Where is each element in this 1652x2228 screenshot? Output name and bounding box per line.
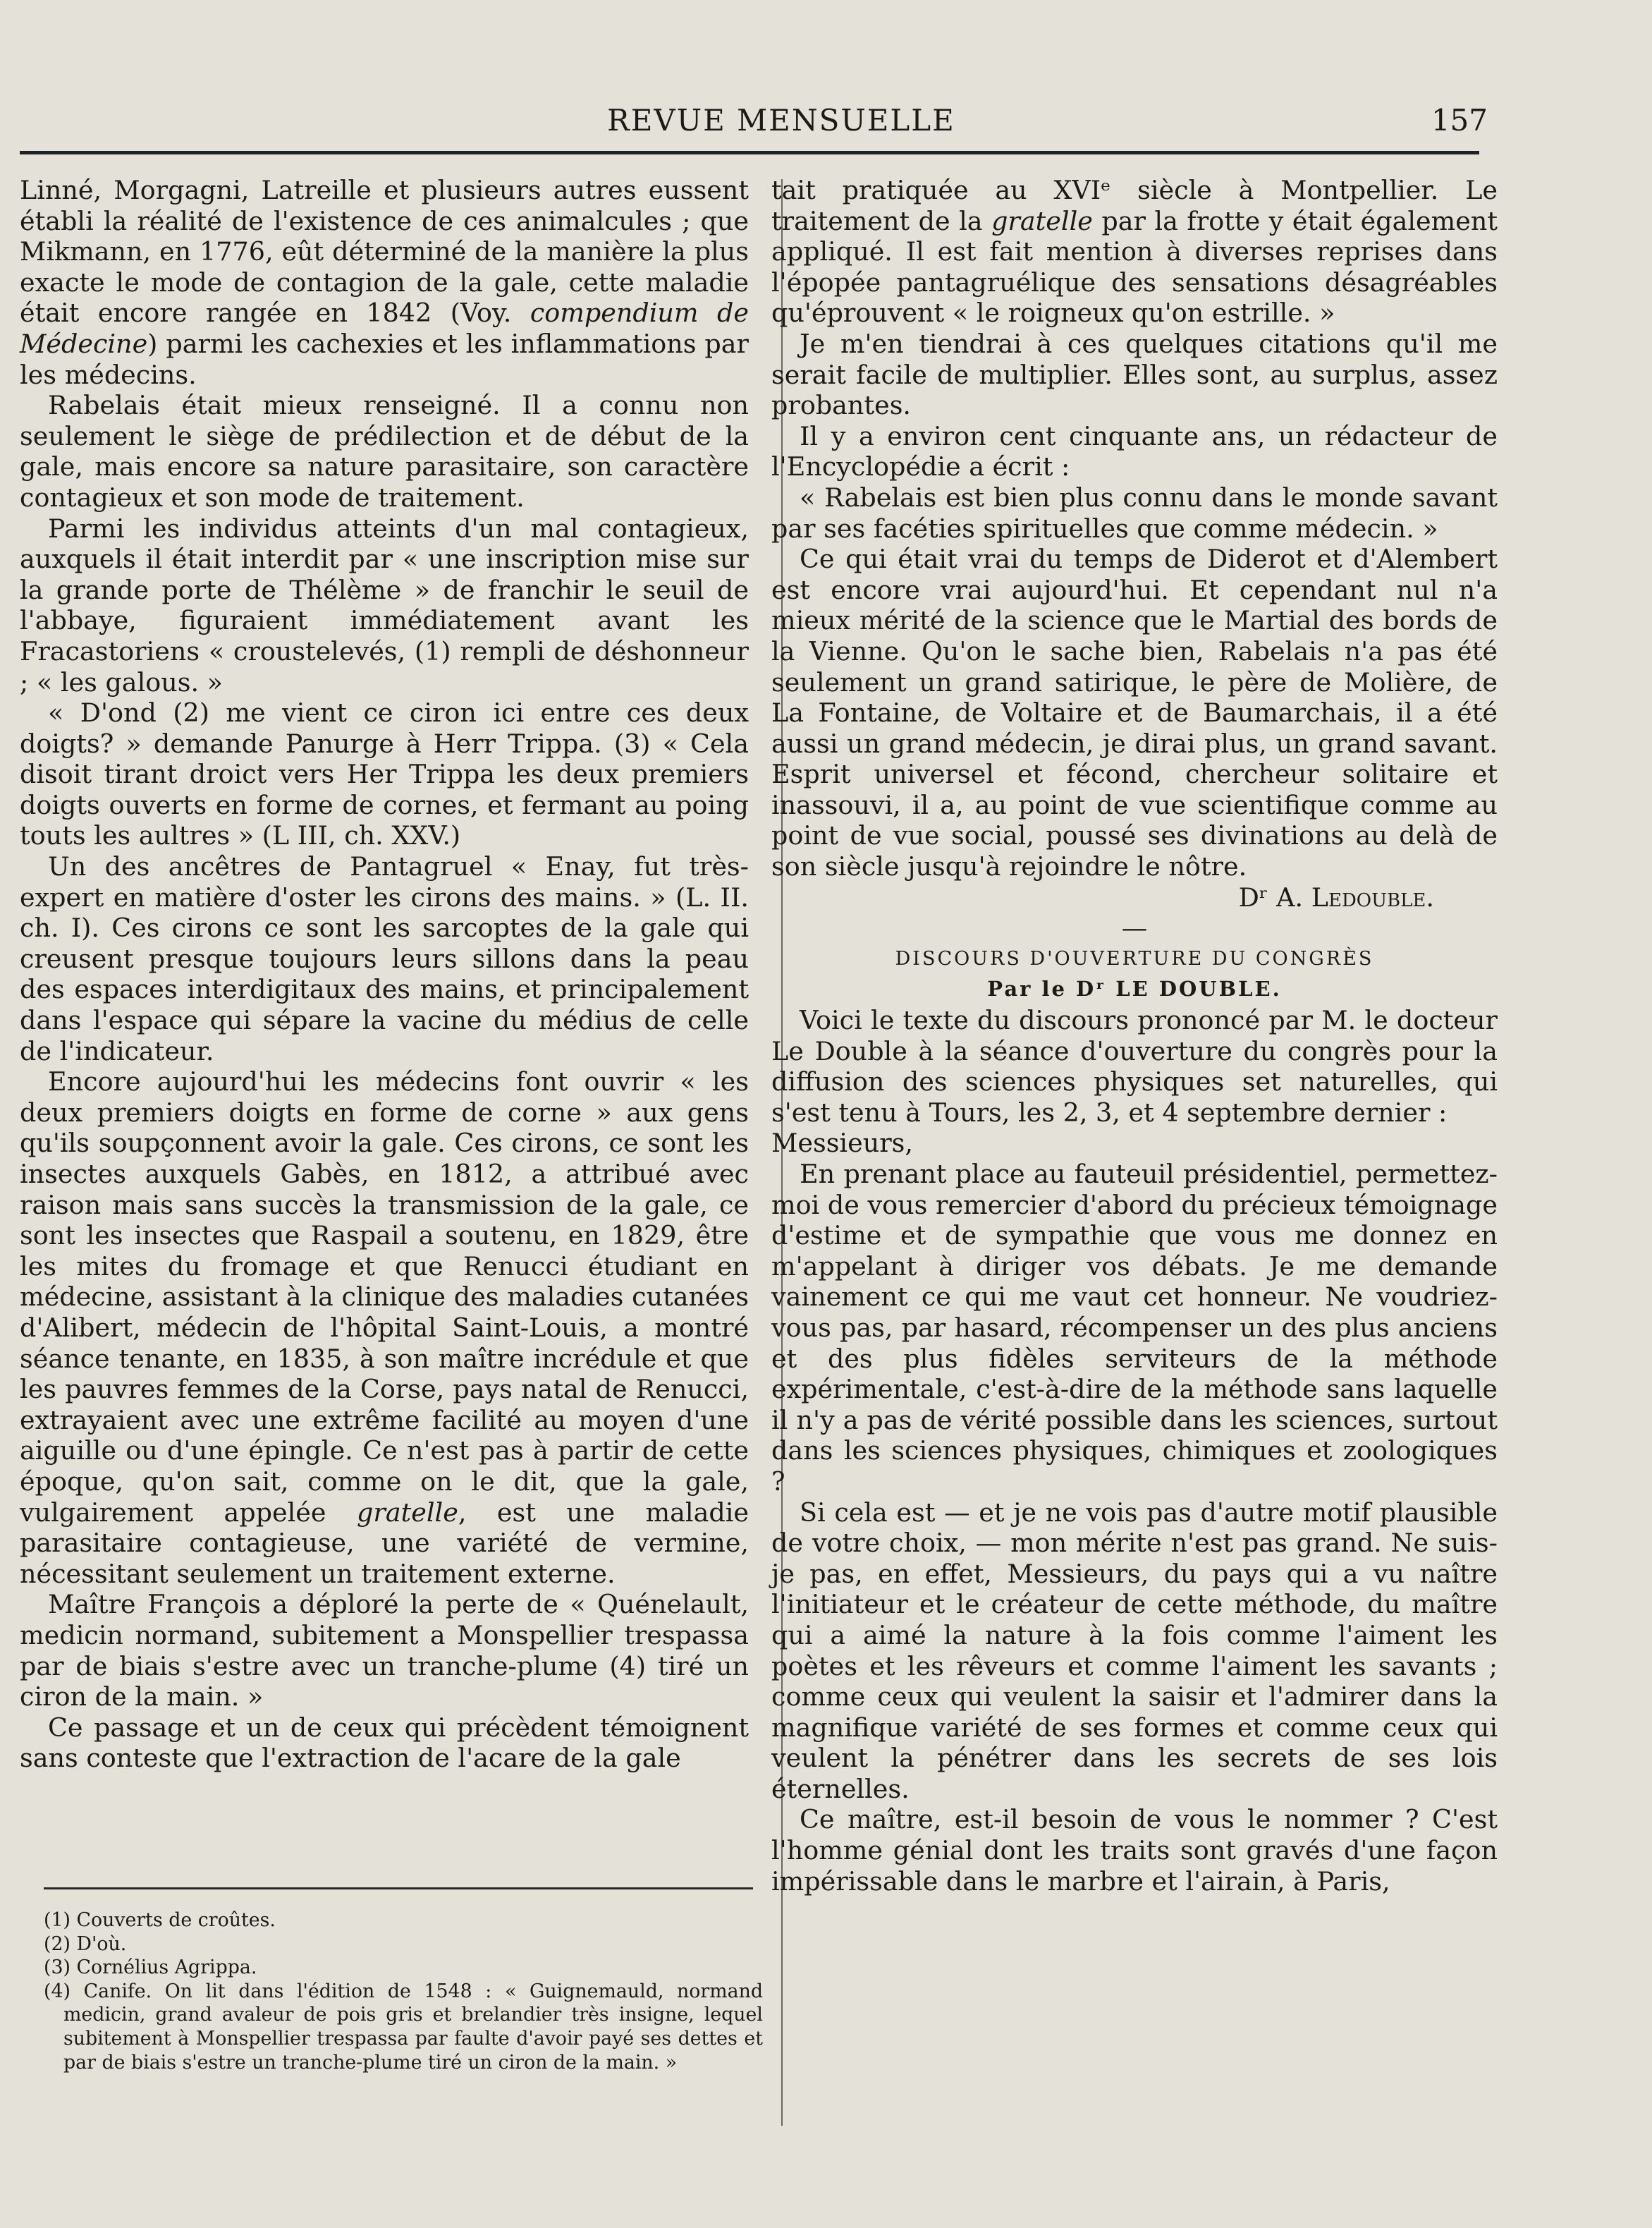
header-rule (20, 151, 1479, 154)
left-column (20, 175, 749, 1774)
footnotes (44, 1909, 763, 2074)
footnote: (4) Canife. On lit dans l'édition de 1548 : « Guignemauld, normand medicin, grand avaleur de pois gris et brelandier très insigne, lequel subitement à Monspellier trespassa par faulte d'avoir payé ses dettes et par de biais s'estre un tranche-plume tiré un ciron de la main. » (44, 1980, 763, 2074)
paragraph: Un des ancêtres de Pantagruel « Enay, fut très-expert en matière d'oster les cirons des mains. » (L. II. ch. I). Ces cirons ce sont les sarcoptes de la gale qui creusent presque toujours leurs sillons dans la peau des espaces interdigitaux des mains, et principalement dans l'espace qui sépare la vacine du médius de celle de l'indicateur. (20, 851, 749, 1066)
paragraph: Ce qui était vrai du temps de Diderot et d'Alembert est encore vrai aujourd'hui. Et cependant nul n'a mieux mérité de la science que le Martial des bords de la Vienne. Qu'on le sache bien, Rabelais n'a pas été seulement un grand satirique, le père de Molière, de La Fontaine, de Voltaire et de Baumarchais, il a été aussi un grand médecin, je dirai plus, un grand savant. Esprit universel et fécond, chercheur solitaire et inassouvi, il a, au point de vue scientifique comme au point de vue social, poussé ses divinations au delà de son siècle jusqu'à rejoindre le nôtre. (771, 544, 1498, 882)
author-signature: Dʳ A. Ledouble. (1238, 882, 1434, 913)
footnote-rule (44, 1887, 753, 1889)
page-number: 157 (1431, 103, 1488, 138)
section-title: DISCOURS D'OUVERTURE DU CONGRÈS (895, 947, 1374, 970)
paragraph: tait pratiquée au XVIᵉ siècle à Montpellier. Le traitement de la gratelle par la frotte y était également appliqué. Il est fait mention à diverses reprises dans l'épopée pantagruélique des sensations désagréables qu'éprouvent « le roigneux qu'on estrille. » (771, 175, 1498, 329)
paragraph: Encore aujourd'hui les médecins font ouvrir « les deux premiers doigts en forme de corne » aux gens qu'ils soupçonnent avoir la gale. Ces cirons, ce sont les insectes auxquels Gabès, en 1812, a attribué avec raison mais sans succès la transmission de la gale, ce sont les insectes que Raspail a soutenu, en 1829, être les mites du fromage et que Renucci étudiant en médecine, assistant à la clinique des maladies cutanées d'Alibert, médecin de l'hôpital Saint-Louis, a montré séance tenante, en 1835, à son maître incrédule et que les pauvres femmes de la Corse, pays natal de Renucci, extrayaient avec une extrême facilité au moyen d'une aiguille ou d'une épingle. Ce n'est pas à partir de cette époque, qu'on sait, comme on le dit, que la gale, vulgairement appelée gratelle, est une maladie parasitaire contagieuse, une variété de vermine, nécessitant seulement un traitement externe. (20, 1066, 749, 1589)
page-header (20, 103, 1488, 142)
section-byline: Par le Dʳ LE DOUBLE. (987, 977, 1282, 1002)
paragraph: Ce maître, est-il besoin de vous le nommer ? C'est l'homme génial dont les traits sont gravés d'une façon impérissable dans le marbre et l'airain, à Paris, (771, 1804, 1498, 1897)
footnote: (3) Cornélius Agrippa. (44, 1956, 257, 1979)
paragraph: Il y a environ cent cinquante ans, un rédacteur de l'Encyclopédie a écrit : (771, 420, 1498, 482)
paragraph: Ce passage et un de ceux qui précèdent témoignent sans conteste que l'extraction de l'acare de la gale (20, 1712, 749, 1774)
paragraph: Je m'en tiendrai à ces quelques citations qu'il me serait facile de multiplier. Elles sont, au surplus, assez probantes. (771, 328, 1498, 421)
footnote: (1) Couverts de croûtes. (44, 1909, 276, 1931)
running-head: REVUE MENSUELLE (607, 103, 955, 138)
paragraph: « Rabelais est bien plus connu dans le monde savant par ses facéties spirituelles que comme médecin. » (771, 482, 1498, 544)
paragraph: Parmi les individus atteints d'un mal contagieux, auxquels il était interdit par « une inscription mise sur la grande porte de Thélème » de franchir le seuil de l'abbaye, figuraient immédiatement avant les Fracastoriens « croustelevés, (1) rempli de déshonneur ; « les galous. » (20, 513, 749, 698)
salutation: Messieurs, (771, 1128, 913, 1159)
paragraph: « D'ond (2) me vient ce ciron ici entre ces deux doigts? » demande Panurge à Herr Trippa. (3) « Cela disoit tirant droict vers Her Trippa les deux premiers doigts ouverts en forme de cornes, et fermant au poing touts les aultres » (L III, ch. XXV.) (20, 698, 749, 851)
paragraph: En prenant place au fauteuil présidentiel, permettez-moi de vous remercier d'abord du précieux témoignage d'estime et de sympathie que vous me donnez en m'appelant à diriger vos débats. Je me demande vainement ce qui me vaut cet honneur. Ne voudriez-vous pas, par hasard, récompenser un des plus anciens et des plus fidèles serviteurs de la méthode expérimentale, c'est-à-dire de la méthode sans laquelle il n'y a pas de vérité possible dans les sciences, surtout dans les sciences physiques, chimiques et zoologiques ? (771, 1159, 1498, 1497)
section-dash: — (1121, 913, 1148, 944)
paragraph: Rabelais était mieux renseigné. Il a connu non seulement le siège de prédilection et de début de la gale, mais encore sa nature parasitaire, son caractère contagieux et son mode de traitement. (20, 390, 749, 513)
paragraph: Linné, Morgagni, Latreille et plusieurs autres eussent établi la réalité de l'existence de ces animalcules ; que Mikmann, en 1776, eût déterminé de la manière la plus exacte le mode de contagion de la gale, cette maladie était encore rangée en 1842 (Voy. compendium de Médecine) parmi les cachexies et les inflammations par les médecins. (20, 175, 749, 390)
footnote: (2) D'où. (44, 1932, 127, 1955)
paragraph: Voici le texte du discours prononcé par M. le docteur Le Double à la séance d'ouverture du congrès pour la diffusion des sciences physiques set naturelles, qui s'est tenu à Tours, les 2, 3, et 4 septembre dernier : (771, 1005, 1498, 1128)
right-column (771, 175, 1498, 1897)
paragraph: Maître François a déploré la perte de « Quénelault, medicin normand, subitement a Monspellier trespassa par de biais s'estre avec un tranche-plume (4) tiré un ciron de la main. » (20, 1589, 749, 1712)
paragraph: Si cela est — et je ne vois pas d'autre motif plausible de votre choix, — mon mérite n'est pas grand. Ne suis-je pas, en effet, Messieurs, du pays qui a vu naître l'initiateur et le créateur de cette méthode, du maître qui a aimé la nature à la fois comme l'aiment les poètes et les rêveurs et comme l'aiment les savants ; comme ceux qui veulent la saisir et l'admirer dans la magnifique variété de ses formes et comme ceux qui veulent la pénétrer dans les secrets de ses lois éternelles. (771, 1497, 1498, 1804)
